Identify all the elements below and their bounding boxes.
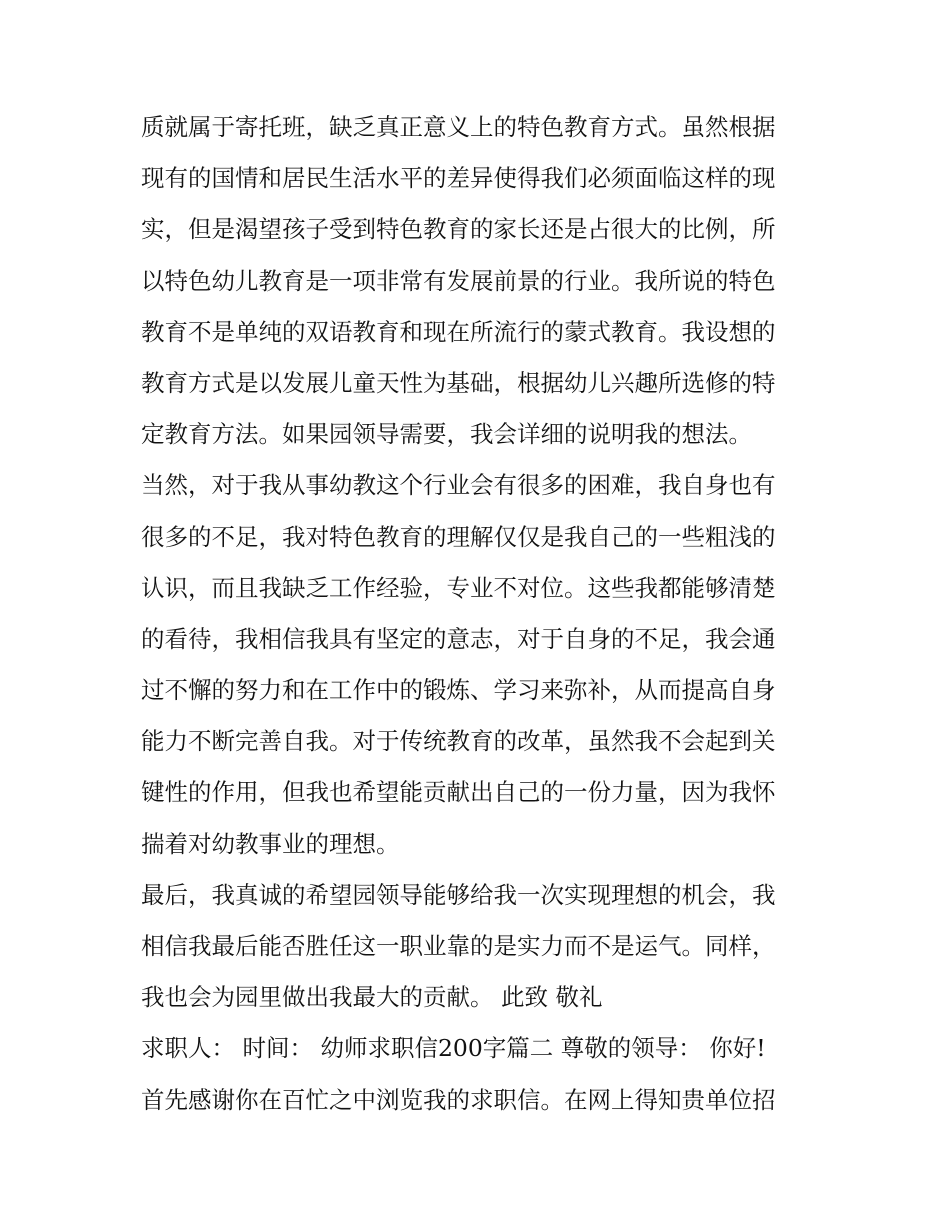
text-line: 求职人： 时间： 幼师求职信200字篇二 尊敬的领导： 你好!: [141, 1034, 766, 1063]
text-line: 认识，而且我缺乏工作经验，专业不对位。这些我都能够清楚: [141, 573, 776, 602]
text-line: 的看待，我相信我具有坚定的意志，对于自身的不足，我会通: [141, 624, 776, 653]
text-line: 当然，对于我从事幼教这个行业会有很多的困难，我自身也有: [141, 471, 776, 500]
text-line: 教育不是单纯的双语教育和现在所流行的蒙式教育。我设想的: [141, 317, 776, 346]
text-line: 教育方式是以发展儿童天性为基础，根据幼儿兴趣所选修的特: [141, 368, 776, 397]
text-line: 能力不断完善自我。对于传统教育的改革，虽然我不会起到关: [141, 727, 776, 756]
text-line: 最后，我真诚的希望园领导能够给我一次实现理想的机会，我: [141, 880, 776, 909]
text-line: 相信我最后能否胜任这一职业靠的是实力而不是运气。同样，: [141, 932, 776, 960]
text-line: 键性的作用，但我也希望能贡献出自己的一份力量，因为我怀: [141, 778, 776, 807]
text-line: 现有的国情和居民生活水平的差异使得我们必须面临这样的现: [141, 164, 776, 193]
document-body: [141, 102, 821, 1126]
text-line: 实，但是渴望孩子受到特色教育的家长还是占很大的比例，所: [141, 215, 776, 244]
text-line: 很多的不足，我对特色教育的理解仅仅是我自己的一些粗浅的: [141, 522, 776, 551]
text-line: 我也会为园里做出我最大的贡献。 此致 敬礼: [141, 983, 603, 1012]
text-line: 首先感谢你在百忙之中浏览我的求职信。在网上得知贵单位招: [141, 1085, 776, 1114]
text-line: 定教育方法。如果园领导需要，我会详细的说明我的想法。: [141, 420, 752, 449]
text-line: 质就属于寄托班，缺乏真正意义上的特色教育方式。虽然根据: [141, 113, 776, 141]
text-line: 过不懈的努力和在工作中的锻炼、学习来弥补，从而提高自身: [141, 676, 776, 705]
text-line: 揣着对幼教事业的理想。: [141, 829, 400, 858]
text-line: 以特色幼儿教育是一项非常有发展前景的行业。我所说的特色: [141, 266, 776, 295]
